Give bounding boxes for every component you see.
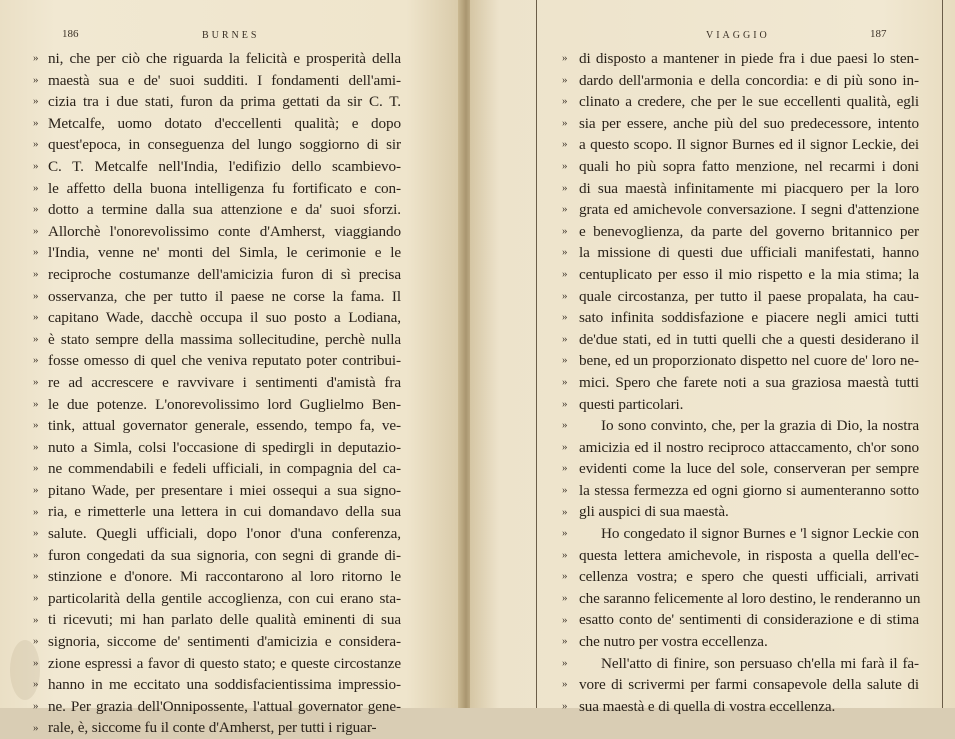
text-line: esatto conto de' sentimenti di considerazione e di stima [579,611,919,629]
text-line: ne commendabili e fedeli ufficiali, in compagnia del ca- [48,460,401,478]
page-number-right: 187 [870,28,887,40]
quote-mark: » [33,181,39,194]
quote-mark: » [33,656,39,669]
quote-mark: » [33,721,39,734]
text-line: pitano Wade, per presentare i miei ossequi a sua signo- [48,481,401,499]
text-line: evidenti come la luce del sole, conserveran per sempre [579,460,919,478]
quote-mark: » [562,160,568,172]
text-line: zione espressi a favor di questo stato; e queste circostanze [48,654,401,672]
text-line: Ho congedato il signor Burnes e 'l signor Leckie con [601,525,919,543]
quote-mark: » [33,246,39,259]
quote-mark: » [33,116,39,129]
quote-mark: » [33,678,39,691]
text-line: nuto a Simla, colsi l'occasione di spedirgli in deputazio- [48,438,401,456]
text-line: cizia tra i due stati, furon da prima gettati da sir C. T. [48,93,401,111]
right-margin-rule [942,0,943,708]
text-line: ni, che per ciò che riguarda la felicità e prosperità della [48,50,401,67]
text-line: Nell'atto di finire, son persuaso ch'ella mi farà il fa- [601,654,919,672]
running-head-left: BURNES [202,30,260,41]
quote-mark: » [562,116,568,129]
quote-mark: » [33,289,39,302]
quote-mark: » [562,181,568,194]
paper-stain [10,640,40,700]
running-head-right: VIAGGIO [706,30,770,41]
quote-mark: » [562,52,568,64]
quote-mark: » [562,440,568,453]
quote-mark: » [562,311,568,324]
quote-mark: » [562,678,568,691]
quote-mark: » [33,73,39,86]
text-line: è stato sempre della massima sollecitudine, perchè nulla [48,330,401,348]
quote-mark: » [33,332,39,345]
text-line: de'due stati, ed in tutti quelli che a questi desiderano il [579,330,919,348]
text-line: ne. Per grazia dell'Onnipossente, l'attual governator gene- [48,697,401,715]
text-line: stinzione e d'onore. Mi raccontarono al loro ritorno le [48,568,401,586]
text-line: questa lettera amichevole, in risposta a quella dell'ec- [579,546,919,564]
quote-mark: » [33,440,39,453]
quote-mark: » [562,570,568,583]
quote-mark: » [33,52,39,64]
left-margin-rule [536,0,537,708]
quote-mark: » [33,376,39,388]
quote-mark: » [33,397,39,410]
quote-mark: » [562,332,568,345]
quote-mark: » [33,462,39,475]
text-line: cellenza vostra; e spero che questi ufficiali, arrivati [579,568,919,586]
quote-mark: » [562,268,568,280]
text-line: hanno in me eccitato una soddisfacientissima impressio- [48,676,401,694]
quote-mark: » [562,376,568,388]
text-line: tink, attual governator generale, essendo, tempo fa, ve- [48,417,401,435]
text-line: gli auspici di sua maestà. [579,503,729,521]
text-line: rale, è, siccome fu il conte d'Amherst, per tutti i riguar- [48,719,377,737]
text-line: sato infinita soddisfazione e piacere negli amici tutti [579,309,919,327]
text-line: l'India, venne ne' monti del Simla, le cerimonie e le [48,244,401,262]
text-line: salute. Quegli ufficiali, dopo l'onor d'una conferenza, [48,525,401,543]
text-line: vore di scrivermi per farmi consapevole della salute di [579,676,919,694]
quote-mark: » [562,462,568,475]
text-line: osservanza, che per tutto il paese ne corse la fama. Il [48,287,401,305]
quote-mark: » [562,397,568,410]
quote-mark: » [33,138,39,151]
quote-mark: » [562,224,568,237]
text-line: a questo scopo. Il signor Burnes ed il signor Leckie, dei [579,136,919,154]
text-line: re ad accrescere e ravvivare i sentimenti d'amistà fra [48,373,401,391]
text-line: sua maestà e di quella di vostra eccellenza. [579,697,836,715]
quote-mark: » [562,505,568,518]
quote-mark: » [33,419,39,432]
text-line: mici. Spero che farete noti a sua graziosa maestà tutti [579,373,919,391]
text-line: ria, e rimetterle una lettera in cui domandavo della sua [48,503,401,521]
quote-mark: » [33,95,39,108]
text-line: centuplicato per esso il mio rispetto e la mia stima; la [579,265,919,283]
quote-mark: » [33,570,39,583]
quote-mark: » [562,419,568,432]
quote-mark: » [562,73,568,86]
quote-mark: » [33,700,39,712]
quote-mark: » [33,548,39,561]
text-line: e benevoglienza, da parte del governo britannico per [579,222,919,240]
text-line: le affetto della buona intelligenza fu fortificato e con- [48,179,401,197]
text-line: Allorchè l'onorevolissimo conte d'Amherst, viaggiando [48,222,401,240]
text-line: la stessa fermezza ed ogni giorno si aumenteranno sotto [579,481,919,499]
text-line: quali ho più sopra fatto menzione, nel recarmi i doni [579,157,919,175]
quote-mark: » [33,635,39,648]
text-line: Io sono convinto, che, per la grazia di Dio, la nostra [601,417,919,435]
left-text-block [48,48,401,739]
quote-mark: » [33,613,39,626]
text-line: che nutro per vostra eccellenza. [579,633,768,651]
page-number-left: 186 [62,28,79,40]
quote-mark: » [33,224,39,237]
quote-mark: » [562,138,568,151]
text-line: amicizia ed il nostro reciproco attaccamento, ch'or sono [579,438,919,456]
text-line: signoria, siccome de' sentimenti d'amicizia e considera- [48,633,401,651]
quote-mark: » [562,527,568,540]
text-line: sia per essere, anche più del suo predecessore, intento [579,114,919,132]
text-line: dotto a termine dalla sua attenzione e da' suoi sforzi. [48,201,401,219]
text-line: bene, ed un proporzionato dispetto nel cuore de' loro ne- [579,352,919,370]
quote-mark: » [33,527,39,540]
left-page [0,0,462,737]
text-line: fosse omesso di quel che veniva reputato poter contribui- [48,352,401,370]
text-line: particolarità della gentile accoglienza, con cui erano sta- [48,589,401,607]
quote-mark: » [562,354,568,367]
text-line: quest'epoca, in conseguenza del lungo soggiorno di sir [48,136,401,154]
text-line: quale circostanza, per tutto il paese propalata, ha cau- [579,287,919,305]
text-line: che saranno felicemente al loro destino, le renderanno un [579,589,921,607]
quote-mark: » [562,246,568,259]
text-line: di disposto a mantener in piede fra i due paesi lo sten- [579,50,919,67]
quote-mark: » [562,656,568,669]
text-line: Metcalfe, uomo dotato d'eccellenti qualità; e dopo [48,114,401,132]
text-line: capitano Wade, dacchè occupa il suo posto a Lodiana, [48,309,401,327]
quote-mark: » [562,484,568,496]
text-line: di sua maestà infinitamente mi piacquero per la loro [579,179,919,197]
quote-mark: » [33,592,39,604]
quote-mark: » [33,354,39,367]
quote-mark: » [33,505,39,518]
text-line: clinato a credere, che per le sue eccellenti qualità, egli [579,93,919,111]
text-line: grata ed amichevole conversazione. I segni d'attenzione [579,201,919,219]
text-line: furon congedati da sua signoria, con segni di grande di- [48,546,401,564]
text-line: C. T. Metcalfe nell'India, l'edifizio dello scambievo- [48,157,401,175]
quote-mark: » [562,289,568,302]
text-line: maestà sua e de' suoi sudditi. I fondamenti dell'ami- [48,71,401,89]
quote-mark: » [562,700,568,712]
quote-mark: » [562,613,568,626]
quote-mark: » [562,548,568,561]
quote-mark: » [562,203,568,216]
text-line: ti ricevuti; mi han parlato delle qualità eminenti di sua [48,611,401,629]
quote-mark: » [33,160,39,172]
text-line: reciproche costumanze dell'amicizia furon di sì precisa [48,265,401,283]
right-page [470,0,955,715]
text-line: la missione di questi due ufficiali manifestati, hanno [579,244,919,262]
quote-mark: » [562,592,568,604]
quote-mark: » [33,203,39,216]
quote-mark: » [33,268,39,280]
text-line: dardo dell'armonia e della concordia: e di più sono in- [579,71,919,89]
quote-mark: » [33,484,39,496]
right-text-block [579,48,919,717]
text-line: le due potenze. L'onorevolissimo lord Guglielmo Ben- [48,395,401,413]
quote-mark: » [33,311,39,324]
quote-mark: » [562,635,568,648]
quote-mark: » [562,95,568,108]
text-line: questi particolari. [579,395,684,413]
